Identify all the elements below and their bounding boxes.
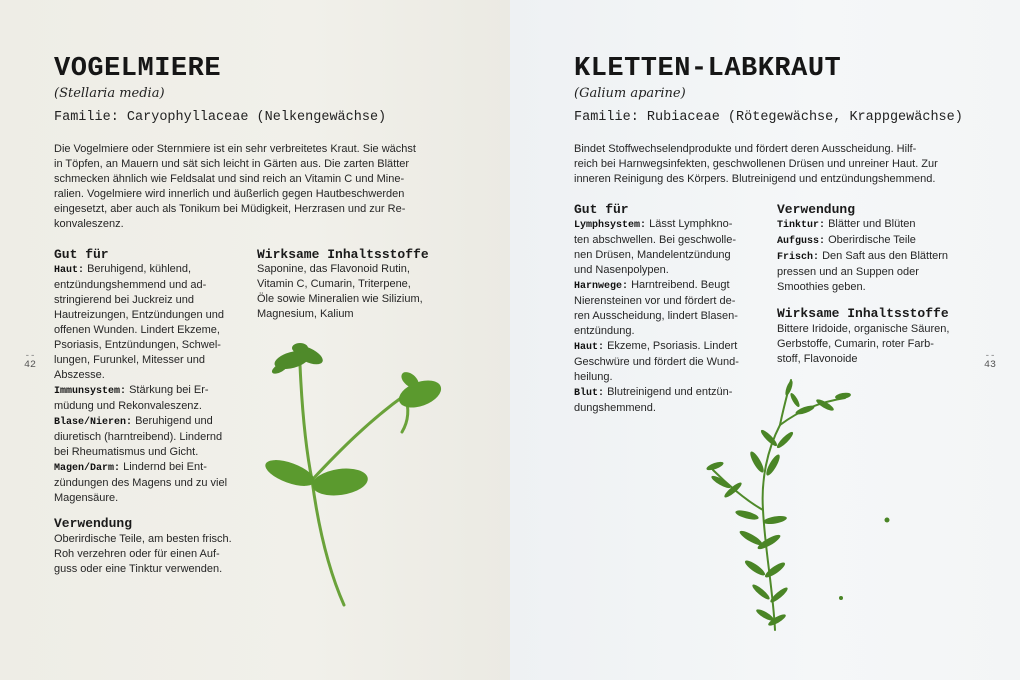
list-item (54, 460, 254, 476)
item-line: Smoothies geben. (777, 281, 866, 293)
wirksame-heading: Wirksame Inhaltsstoffe (257, 247, 429, 262)
page-number-value: 43 (983, 360, 996, 371)
leaf (743, 558, 767, 577)
item-line: und Nasenpolypen. (574, 264, 669, 276)
intro-line: reich bei Harnwegsinfekten, geschwollenen Drüsen und unreiner Haut. Zur (574, 158, 938, 170)
text-line: Oberirdische Teile, am besten frisch. (54, 533, 232, 545)
page-title: KLETTEN-LABKRAUT (574, 54, 842, 84)
item-tag: Harnwege: (574, 281, 629, 292)
item-tag: Aufguss: (777, 236, 826, 247)
text-line: Vitamin C, Cumarin, Triterpene, (257, 278, 411, 290)
item-line: stringierend bei Juckreiz und (54, 294, 195, 306)
page-dash: -- (24, 351, 36, 361)
item-line: müdung und Rekonvaleszenz. (54, 400, 202, 412)
item-line: Nierensteinen vor und fördert de- (574, 295, 736, 307)
intro-line: eingesetzt, aber auch als Tonikum bei Müdigkeit, Herzrasen und zur Re- (54, 203, 406, 215)
item-line: zündungen des Magens und zu viel (54, 477, 228, 489)
wirksame-heading: Wirksame Inhaltsstoffe (777, 306, 949, 321)
intro-line: ralien. Vogelmiere wird innerlich und äußerlich gegen Hautbeschwerden (54, 188, 405, 200)
list-item (54, 383, 254, 399)
item-line: pressen und an Suppen oder (777, 266, 919, 278)
page-dash: -- (984, 351, 996, 361)
item-line: Magensäure. (54, 492, 119, 504)
item-line: ten abschwellen. Bei geschwolle- (574, 234, 737, 246)
item-tag: Haut: (54, 265, 85, 276)
item-text: Stärkung bei Er- (129, 384, 209, 396)
text-line: Saponine, das Flavonoid Rutin, (257, 263, 410, 275)
wirksame-text (777, 322, 977, 367)
family-line: Familie: Caryophyllaceae (Nelkengewächse) (54, 110, 387, 125)
leaf (710, 474, 732, 490)
leaf (738, 528, 764, 547)
item-text: Oberirdische Teile (828, 234, 916, 246)
list-item (54, 262, 254, 278)
item-text: Den Saft aus den Blättern (822, 250, 949, 262)
item-line: entzündungshemmend und ad- (54, 279, 207, 291)
intro-text (54, 142, 454, 232)
item-line: dungshemmend. (574, 402, 656, 414)
page-number-value: 42 (23, 360, 36, 371)
item-line: Abszesse. (54, 369, 105, 381)
leaf (775, 430, 795, 450)
item-line: offenen Wunden. Lindert Ekzeme, (54, 324, 220, 336)
page-title: VOGELMIERE (54, 54, 222, 84)
seed (885, 518, 890, 523)
item-tag: Blut: (574, 388, 605, 399)
list-item (574, 339, 764, 355)
item-line: entzündung. (574, 325, 635, 337)
item-tag: Blase/Nieren: (54, 417, 133, 428)
text-line: Gerbstoffe, Cumarin, roter Farb- (777, 338, 934, 350)
list-item (777, 249, 977, 265)
item-text: Harntreibend. Beugt (631, 279, 730, 291)
text-line: Roh verzehren oder für einen Auf- (54, 548, 220, 560)
intro-line: in Töpfen, an Mauern und sät sich leicht in Gärten aus. Die zarten Blätter (54, 158, 410, 170)
item-line: Psoriasis, Entzündungen, Schwel- (54, 339, 221, 351)
item-tag: Frisch: (777, 252, 820, 263)
leaf (763, 514, 788, 525)
text-line: Magnesium, Kalium (257, 308, 354, 320)
wirksame-text (257, 262, 457, 322)
cleavers-plant-illustration (695, 370, 895, 650)
list-item (574, 217, 764, 233)
intro-line: Die Vogelmiere oder Sternmiere ist ein sehr verbreitetes Kraut. Sie wächst (54, 143, 416, 155)
leaf (706, 460, 725, 472)
list-item (777, 233, 977, 249)
page-number (20, 352, 40, 371)
item-line: heilung. (574, 371, 613, 383)
family-line: Familie: Rubiaceae (Rötegewächse, Krappgewächse) (574, 110, 963, 125)
item-text: Lindernd bei Ent- (123, 461, 207, 473)
item-line: lungen, Furunkel, Mitesser und (54, 354, 206, 366)
item-tag: Lymphsystem: (574, 220, 647, 231)
intro-line: schmecken ähnlich wie Feldsalat und sind reich an Vitamin C und Mine- (54, 173, 405, 185)
item-tag: Magen/Darm: (54, 463, 121, 474)
item-text: Blutreinigend und entzün- (607, 386, 733, 398)
leaf (755, 607, 775, 622)
item-line: Geschwüre und fördert die Wund- (574, 356, 739, 368)
list-item (777, 217, 977, 233)
item-tag: Haut: (574, 342, 605, 353)
item-line: bei Rheumatismus und Gicht. (54, 446, 199, 458)
leaf (395, 375, 445, 413)
text-line: stoff, Flavonoide (777, 353, 858, 365)
gut-fuer-list (54, 262, 254, 506)
list-item (54, 414, 254, 430)
gut-fuer-heading: Gut für (54, 247, 109, 262)
verwendung-text (54, 532, 254, 577)
text-line: guss oder eine Tinktur verwenden. (54, 563, 223, 575)
item-text: Beruhigend, kühlend, (87, 263, 192, 275)
intro-line: Bindet Stoffwechselendprodukte und fördert deren Ausscheidung. Hilf- (574, 143, 917, 155)
verwendung-list (777, 217, 977, 295)
leaf (789, 392, 801, 408)
item-line: diuretisch (harntreibend). Lindernd (54, 431, 223, 443)
item-tag: Tinktur: (777, 220, 826, 231)
text-line: Öle sowie Mineralien wie Silizium, (257, 293, 423, 305)
item-line: Hautreizungen, Entzündungen und (54, 309, 225, 321)
intro-text (574, 142, 994, 187)
page-number (980, 352, 1000, 371)
leaf (748, 450, 766, 474)
leaf (751, 583, 772, 602)
right-page (510, 0, 1020, 680)
latin-name: (Galium aparine) (574, 86, 686, 101)
plant-stem (780, 398, 845, 425)
item-text: Ekzeme, Psoriasis. Lindert (607, 340, 738, 352)
item-line: nen Drüsen, Mandelentzündung (574, 249, 731, 261)
intro-line: inneren Reinigung des Körpers. Blutreinigend und entzündungshemmend. (574, 173, 936, 185)
item-text: Blätter und Blüten (828, 218, 916, 230)
list-item (574, 278, 764, 294)
chickweed-plant-illustration (240, 330, 470, 620)
item-tag: Immunsystem: (54, 386, 127, 397)
plant-stem (312, 395, 405, 480)
item-line: ren Ausscheidung, lindert Blasen- (574, 310, 738, 322)
item-text: Beruhigend und (135, 415, 213, 427)
gut-fuer-heading: Gut für (574, 202, 629, 217)
text-line: Bittere Iridoide, organische Säuren, (777, 323, 950, 335)
latin-name: (Stellaria media) (54, 86, 165, 101)
leaf (735, 509, 760, 522)
seed (839, 596, 843, 600)
verwendung-heading: Verwendung (54, 516, 133, 531)
item-text: Lässt Lymphkno- (649, 218, 733, 230)
verwendung-heading: Verwendung (777, 202, 856, 217)
leaf (763, 560, 787, 579)
leaf (292, 343, 308, 353)
intro-line: konvaleszenz. (54, 218, 124, 230)
plant-stem (713, 470, 763, 510)
